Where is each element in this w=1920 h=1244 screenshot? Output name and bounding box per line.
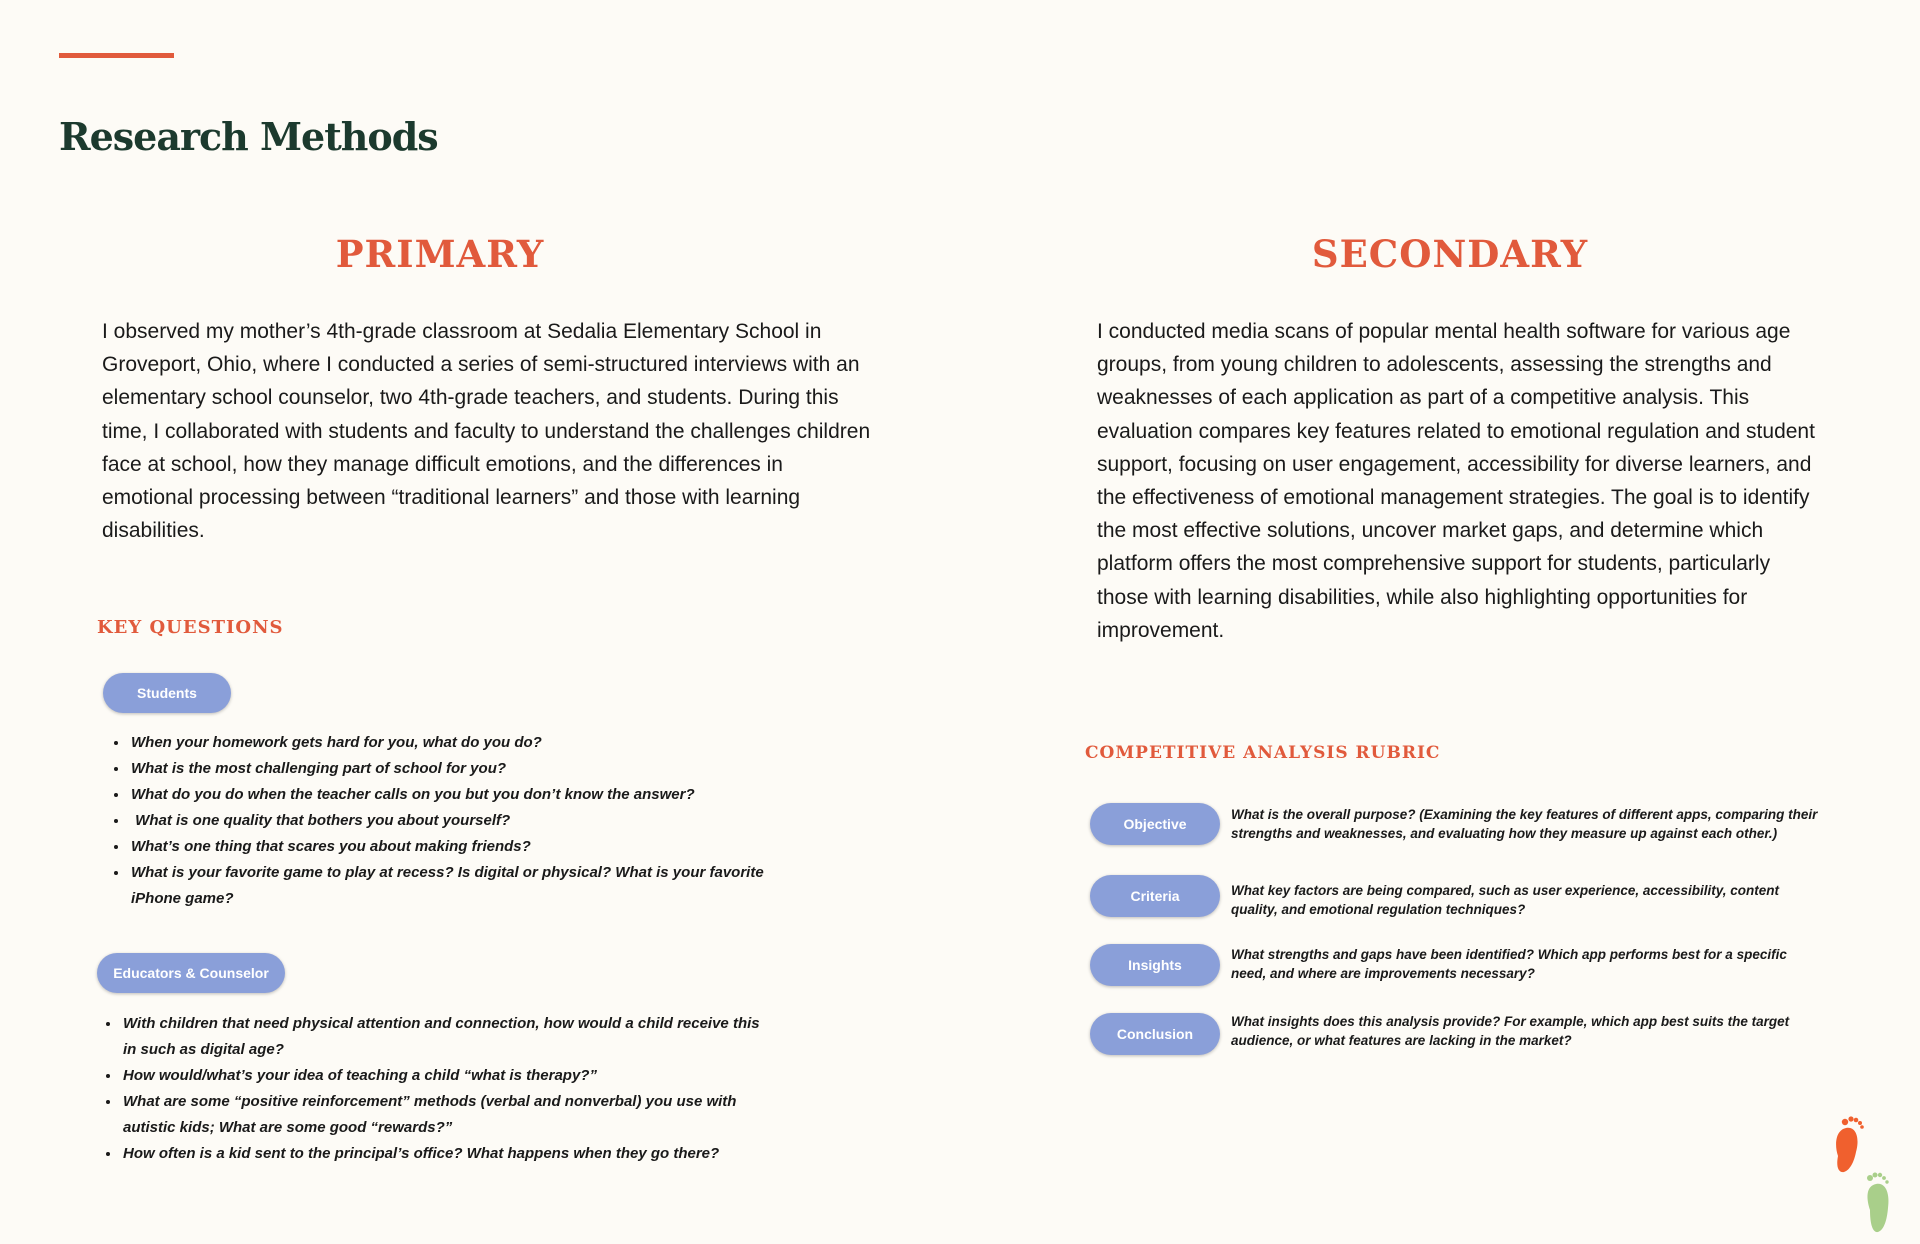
conclusion-pill: Conclusion: [1090, 1013, 1220, 1055]
green-footprint: [1867, 1173, 1889, 1233]
secondary-description: I conducted media scans of popular mental health software for various age groups, from young children to adolescents, assessing the strengths and weaknesses of each application as part of a competitive analysis. This evaluation compares key features related to emotional regulation and student support, focusing on user engagement, accessibility for diverse learners, and the effectiveness of emotional management strategies. The goal is to identify the most effective solutions, uncover market gaps, and determine which platform offers the most comprehensive support for students, particularly those with learning disabilities, while also highlighting opportunities for improvement.: [1097, 320, 1815, 642]
list-item: • What are some “positive reinforcement” methods (verbal and nonverbal) you use with autistic kids; What are some good “rewards?”: [121, 1089, 783, 1141]
primary-description: I observed my mother’s 4th-grade classroom at Sedalia Elementary School in Groveport, Ohio, where I conducted a series of semi-structured interviews with an elementary school counselor, two 4th-grade teachers, and students. During this time, I collaborated with students and faculty to understand the challenges children face at school, how they manage difficult emotions, and the differences in emotional processing between “traditional learners” and those with learning disabilities.: [102, 320, 871, 543]
list-item: • When your homework gets hard for you, what do you do?: [129, 730, 829, 756]
rubric-label: COMPETITIVE ANALYSIS RUBRIC: [1085, 743, 1441, 763]
footprints-icon: [1820, 1110, 1900, 1240]
secondary-heading: SECONDARY: [1311, 232, 1589, 276]
list-item: • What’s one thing that scares you about making friends?: [129, 834, 829, 860]
list-item: • What is one quality that bothers you about yourself?: [129, 808, 829, 834]
list-item: • How would/what’s your idea of teaching a child “what is therapy?”: [121, 1063, 841, 1089]
objective-pill: Objective: [1090, 803, 1220, 845]
orange-footprint: [1836, 1116, 1864, 1172]
accent-bar: [59, 53, 174, 58]
page-title: Research Methods: [59, 114, 438, 159]
educators-pill: Educators & Counselor: [97, 953, 285, 993]
key-questions-label: KEY QUESTIONS: [97, 617, 284, 638]
conclusion-text: What insights does this analysis provide? For example, which app best suits the target audience, or what features are lacking in the market?: [1231, 1014, 1790, 1048]
list-item: • How often is a kid sent to the principal’s office? What happens when they go there?: [121, 1141, 841, 1167]
criteria-text: What key factors are being compared, such as user experience, accessibility, content quality, and emotional regulation techniques?: [1231, 883, 1779, 917]
educators-questions-list: [96, 1011, 841, 1167]
list-item: • What is your favorite game to play at recess? Is digital or physical? What is your favorite iPhone game?: [129, 860, 781, 912]
list-item: • With children that need physical attention and connection, how would a child receive this in such as digital age?: [121, 1011, 763, 1063]
list-item: • What is the most challenging part of school for you?: [129, 756, 829, 782]
insights-text: What strengths and gaps have been identified? Which app performs best for a specific need, and where are improvements necessary?: [1231, 947, 1787, 981]
primary-heading: PRIMARY: [335, 232, 545, 276]
students-pill: Students: [103, 673, 231, 713]
students-questions-list: [104, 730, 829, 912]
insights-pill: Insights: [1090, 944, 1220, 986]
objective-text: What is the overall purpose? (Examining the key features of different apps, comparing their strengths and weaknesses, and evaluating how they measure up against each other.): [1231, 807, 1818, 841]
list-item: • What do you do when the teacher calls on you but you don’t know the answer?: [129, 782, 829, 808]
criteria-pill: Criteria: [1090, 875, 1220, 917]
